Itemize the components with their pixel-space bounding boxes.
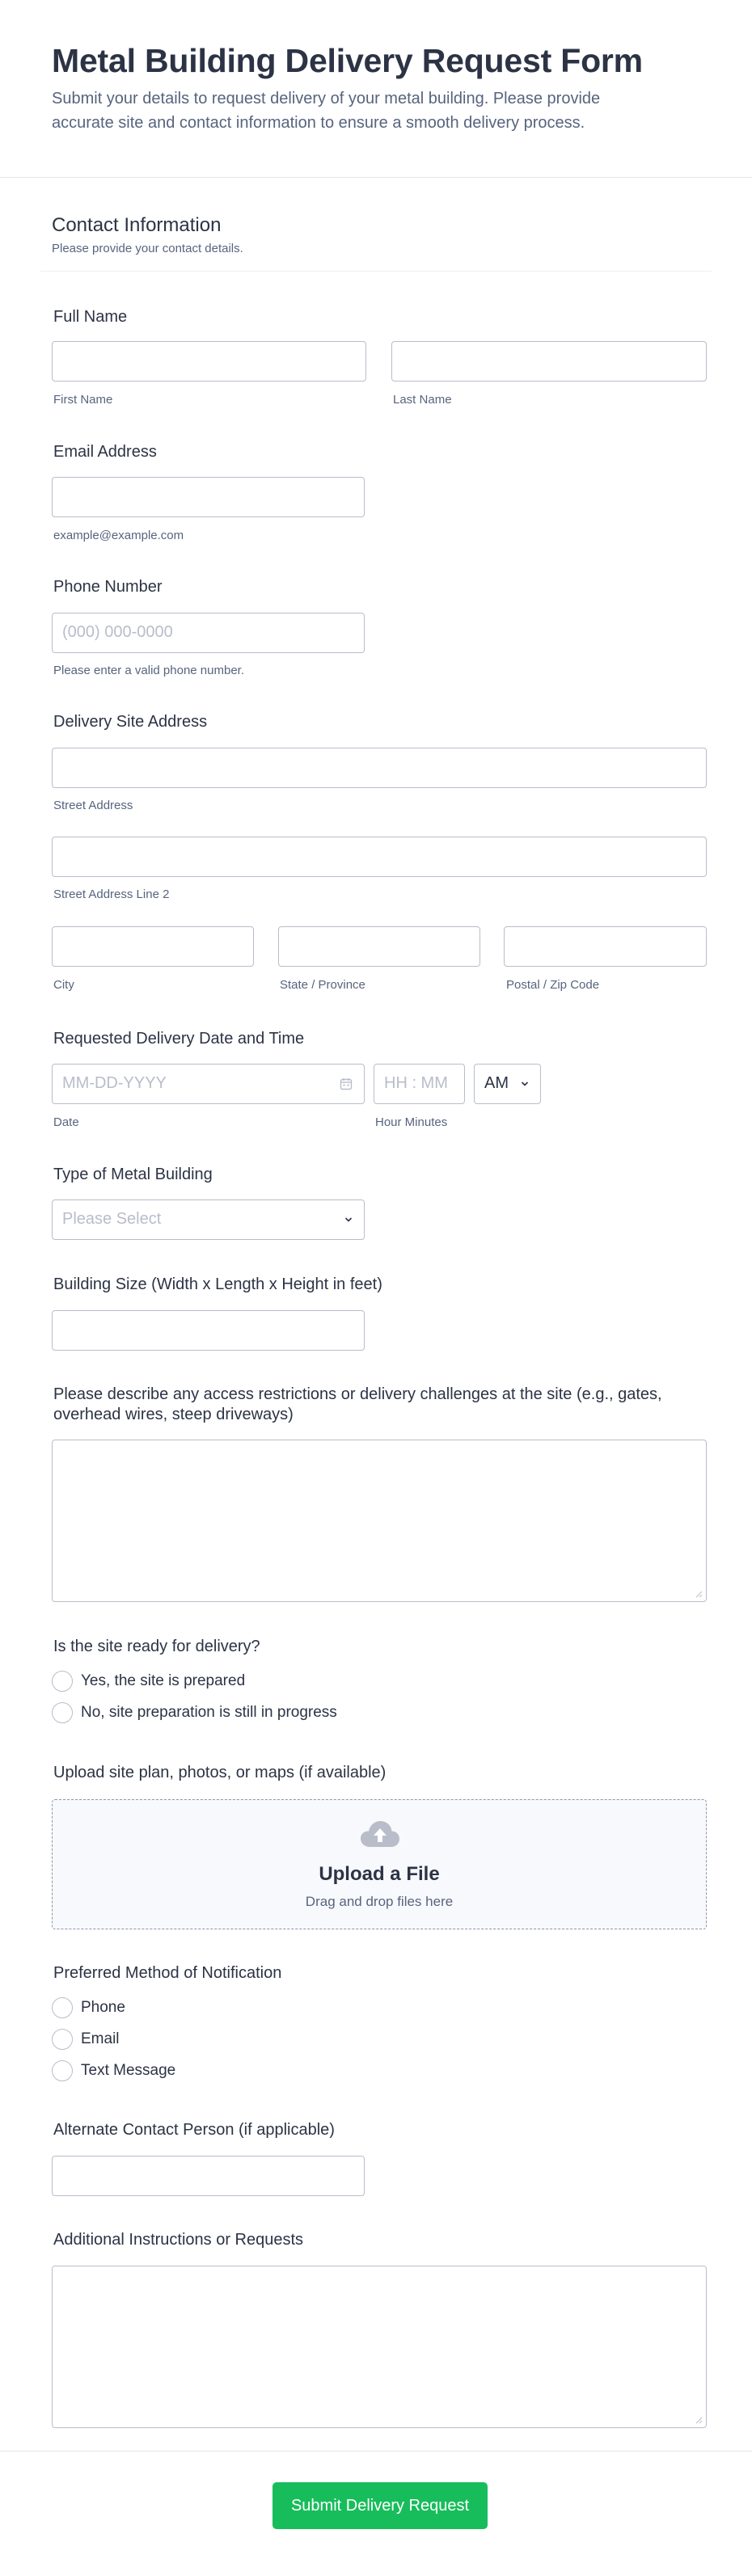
first-name-sublabel: First Name [53, 393, 113, 407]
site-ready-label: Is the site ready for delivery? [53, 1638, 260, 1655]
phone-label: Phone Number [53, 578, 163, 596]
phone-input[interactable] [52, 613, 365, 653]
last-name-sublabel: Last Name [393, 393, 452, 407]
date-sublabel: Date [53, 1115, 79, 1129]
building-size-label: Building Size (Width x Length x Height in feet) [53, 1275, 382, 1293]
upload-subtitle: Drag and drop files here [305, 1894, 454, 1909]
email-field[interactable] [52, 477, 365, 517]
first-name-input[interactable] [52, 341, 366, 382]
radio-button[interactable] [52, 2060, 73, 2081]
chevron-down-icon [344, 1216, 353, 1224]
city-sublabel: City [53, 978, 74, 992]
option-label: Email [81, 2030, 120, 2047]
state-sublabel: State / Province [280, 978, 365, 992]
date-placeholder: MM-DD-YYYY [62, 1074, 167, 1092]
datetime-label: Requested Delivery Date and Time [53, 1030, 305, 1048]
radio-button[interactable] [52, 1702, 73, 1723]
access-restrictions-textarea[interactable] [52, 1440, 707, 1602]
zip-sublabel: Postal / Zip Code [506, 978, 600, 992]
alternate-contact-label: Alternate Contact Person (if applicable) [53, 2121, 335, 2139]
address-label: Delivery Site Address [53, 713, 208, 731]
option-label: Phone [81, 1999, 125, 2016]
upload-title: Upload a File [319, 1863, 440, 1885]
calendar-icon[interactable] [340, 1077, 353, 1090]
street-address-input[interactable] [52, 748, 707, 788]
radio-button[interactable] [52, 1997, 73, 2018]
option-label: Text Message [81, 2062, 176, 2079]
state-input[interactable] [278, 926, 480, 967]
ampm-value: AM [484, 1074, 509, 1092]
access-restrictions-label: Please describe any access restrictions or delivery challenges at the site (e.g., gates, overhead wires, steep driveways) [53, 1385, 662, 1423]
last-name-input[interactable] [391, 341, 707, 382]
street-address-sublabel: Street Address [53, 799, 133, 812]
chevron-down-icon [521, 1080, 529, 1088]
file-upload-dropzone[interactable] [52, 1799, 707, 1929]
street-address-line2-sublabel: Street Address Line 2 [53, 887, 170, 901]
radio-button[interactable] [52, 1671, 73, 1692]
option-label: No, site preparation is still in progress [81, 1704, 337, 1721]
phone-placeholder: (000) 000-0000 [62, 623, 173, 641]
section-title: Contact Information [52, 214, 222, 236]
upload-label: Upload site plan, photos, or maps (if available) [53, 1764, 387, 1781]
cloud-upload-icon [360, 1819, 400, 1850]
city-input[interactable] [52, 926, 254, 967]
notification-label: Preferred Method of Notification [53, 1964, 282, 1982]
zip-input[interactable] [504, 926, 707, 967]
notification-option-phone[interactable] [52, 1996, 125, 2019]
time-sublabel: Hour Minutes [375, 1115, 448, 1129]
page-title: Metal Building Delivery Request Form [52, 42, 643, 79]
date-input[interactable] [52, 1064, 365, 1104]
building-type-label: Type of Metal Building [53, 1166, 213, 1183]
section-subtitle: Please provide your contact details. [52, 242, 243, 255]
site-ready-option-yes[interactable] [52, 1670, 245, 1693]
additional-instructions-label: Additional Instructions or Requests [53, 2231, 304, 2249]
option-label: Yes, the site is prepared [81, 1672, 246, 1689]
form-header [0, 0, 752, 178]
section-contact-information [40, 202, 712, 272]
resize-grip-icon[interactable] [695, 2416, 703, 2424]
street-address-line2-input[interactable] [52, 837, 707, 877]
phone-sublabel: Please enter a valid phone number. [53, 664, 244, 677]
submit-button[interactable]: Submit Delivery Request [272, 2482, 488, 2529]
resize-grip-icon[interactable] [695, 1590, 703, 1598]
email-sublabel: example@example.com [53, 529, 184, 542]
building-type-select[interactable] [52, 1199, 365, 1240]
alternate-contact-input[interactable] [52, 2156, 365, 2196]
page-description: Submit your details to request delivery of your metal building. Please provide accurate site and contact information to ensure a smooth delivery process. [52, 90, 601, 132]
full-name-label: Full Name [53, 308, 128, 326]
footer-divider [0, 2451, 752, 2452]
time-input[interactable] [374, 1064, 465, 1104]
notification-option-email[interactable] [52, 2028, 120, 2051]
additional-instructions-textarea[interactable] [52, 2266, 707, 2428]
email-label: Email Address [53, 443, 157, 461]
building-size-input[interactable] [52, 1310, 365, 1351]
building-type-placeholder: Please Select [62, 1210, 162, 1228]
time-placeholder: HH : MM [384, 1074, 448, 1092]
site-ready-option-no[interactable] [52, 1701, 337, 1724]
ampm-select[interactable] [474, 1064, 541, 1104]
radio-button[interactable] [52, 2029, 73, 2050]
notification-option-text[interactable] [52, 2060, 175, 2082]
